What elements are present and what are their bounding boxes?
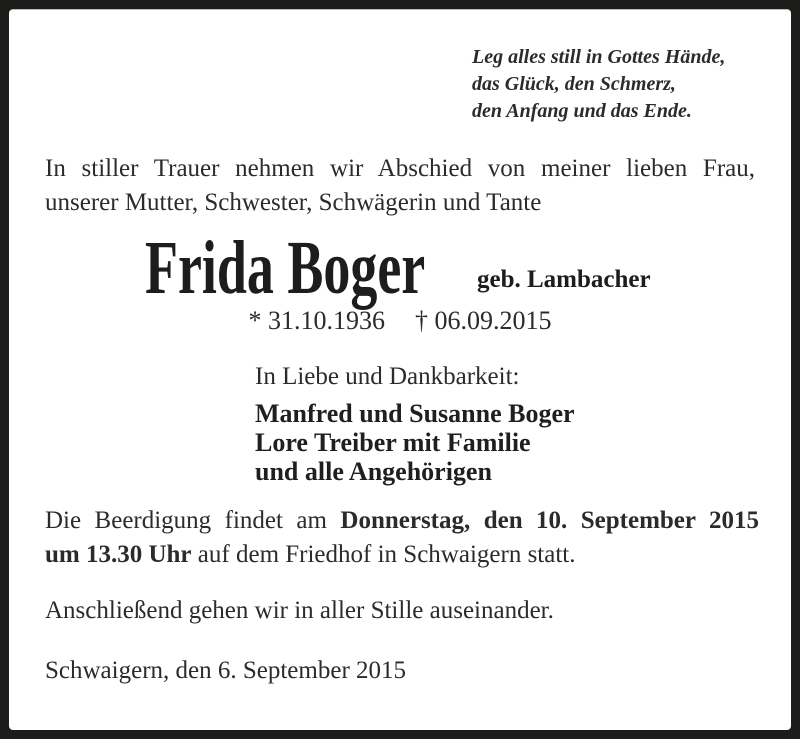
maiden-name: geb. Lambacher (477, 266, 651, 293)
funeral-info (45, 504, 759, 572)
life-dates (0, 306, 800, 336)
birth-date: * 31.10.1936 (248, 306, 385, 335)
funeral-line-1-regular: Die Beerdigung findet am (45, 507, 341, 534)
mourners-list (255, 399, 575, 486)
intro-paragraph (45, 152, 755, 220)
intro-line-2: unserer Mutter, Schwester, Schwägerin und Tante (45, 189, 542, 216)
intro-line-1: In stiller Trauer nehmen wir Abschied von meiner lieben Frau, (45, 155, 755, 182)
gratitude-heading: In Liebe und Dankbarkeit: (255, 363, 520, 390)
death-date: † 06.09.2015 (415, 306, 552, 335)
quote-line-3: den Anfang und das Ende. (472, 100, 692, 122)
funeral-time-bold: um 13.30 Uhr (45, 541, 192, 568)
funeral-line-2-regular: auf dem Friedhof in Schwaigern statt. (191, 541, 576, 568)
place-and-date: Schwaigern, den 6. September 2015 (45, 657, 407, 684)
mourner-line-1: Manfred und Susanne Boger (255, 399, 575, 428)
deceased-name: Frida Boger (145, 226, 426, 310)
closing-line: Anschließend gehen wir in aller Stille auseinander. (45, 597, 554, 624)
opening-quote (472, 44, 725, 125)
mourner-line-2: Lore Treiber mit Familie (255, 428, 531, 457)
funeral-line-2 (45, 538, 759, 572)
funeral-date-bold: Donnerstag, den 10. September 2015 (340, 507, 759, 534)
quote-line-1: Leg alles still in Gottes Hände, (472, 46, 726, 68)
mourner-line-3: und alle Angehörigen (255, 457, 492, 486)
quote-line-2: das Glück, den Schmerz, (472, 73, 676, 95)
funeral-line-1 (45, 504, 759, 538)
